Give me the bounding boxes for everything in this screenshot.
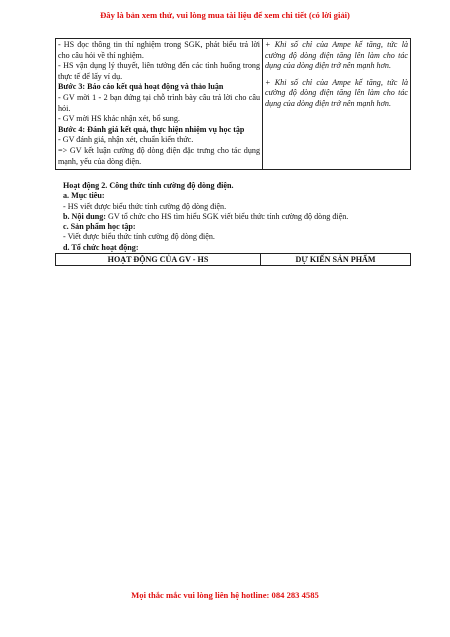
hotline-banner: Mọi thắc mắc vui lòng liên hệ hotline: 084 283 4585: [131, 590, 319, 600]
paragraph: + Khi số chỉ của Ampe kế tăng, tức là cường độ dòng điện tăng lên làm cho tác dụng của dòng điện trở nên mạnh hơn.: [265, 77, 408, 108]
content-label: b. Nội dung:: [63, 211, 106, 221]
paragraph: + Khi số chỉ của Ampe kế tăng, tức là cường độ dòng điện tăng lên làm cho tác dụng của dòng điện trở nên mạnh hơn.: [265, 40, 408, 71]
paragraph: - HS vận dụng lý thuyết, liên tưởng đến các tình huống trong thực tế để lấy ví dụ.: [58, 61, 260, 81]
paragraph: - GV đánh giá, nhận xét, chuẩn kiến thức.: [58, 135, 194, 145]
goal-text: - HS viết được biểu thức tính cường độ dòng điện.: [63, 201, 227, 211]
section-title: Hoạt động 2. Công thức tính cường độ dòng điện.: [63, 181, 234, 190]
column-header-expected-products: DỰ KIẾN SẢN PHẨM: [261, 254, 411, 266]
expected-product-column: [263, 39, 411, 170]
preview-notice-banner: Đây là bản xem thử, vui lòng mua tài liệu để xem chi tiết (có lời giải): [100, 10, 350, 20]
product-label: c. Sản phẩm học tập:: [63, 222, 136, 232]
paragraph: - HS đọc thông tin thí nghiệm trong SGK, phát biểu trả lời cho câu hỏi về thí nghiệm.: [58, 40, 260, 60]
content-line: [63, 212, 413, 222]
paragraph: - GV mời 1 - 2 bạn đứng tại chỗ trình bày câu trả lời cho câu hỏi.: [58, 92, 260, 113]
paragraph: - GV mời HS khác nhận xét, bổ sung.: [58, 114, 180, 124]
activity-table-continued: [55, 38, 411, 170]
step-heading: Bước 3: Báo cáo kết quả hoạt động và thảo luận: [58, 82, 224, 92]
organization-label: d. Tổ chức hoạt động:: [63, 242, 139, 252]
column-header-activities: HOẠT ĐỘNG CỦA GV - HS: [56, 254, 261, 266]
goal-label: a. Mục tiêu:: [63, 191, 105, 201]
content-text: GV tổ chức cho HS tìm hiểu SGK viết biểu thức tính cường độ dòng điện.: [105, 211, 349, 221]
paragraph: => GV kết luận cường độ dòng điện đặc trưng cho tác dụng mạnh, yếu của dòng điện.: [58, 145, 260, 166]
teacher-student-column: [56, 39, 263, 170]
product-text: - Viết được biểu thức tính cường độ dòng điện.: [63, 232, 215, 242]
step-heading: Bước 4: Đánh giá kết quả, thực hiện nhiệm vụ học tập: [58, 124, 245, 134]
activity-2-section: [63, 181, 413, 253]
activity-2-table: [55, 253, 411, 266]
